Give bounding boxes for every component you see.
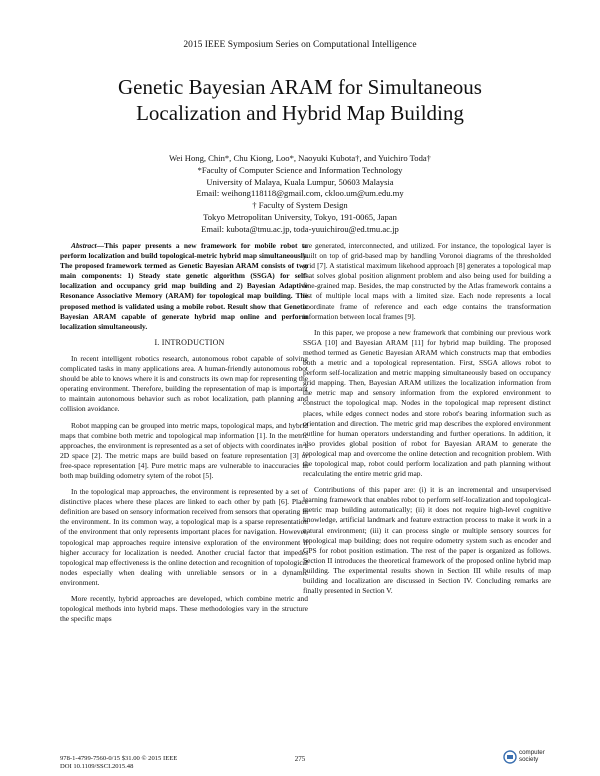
intro-paragraph-1: In recent intelligent robotics research, autonomous robot capable of solving complicated tasks in many applications area. A human-friendly autonomous robot should be able to knows where it is and constructs its own map for representing the operating environment. Therefore, building the representation of map is important to maintain autonomous behavior such as robot localization, path planning and collision avoidance.: [60, 353, 308, 414]
abstract-label: Abstract: [71, 241, 97, 250]
page-number: 275: [294, 755, 306, 763]
paper-title: [0, 74, 600, 126]
title-line-1: Genetic Bayesian ARAM for Simultaneous: [118, 75, 482, 99]
intro-paragraph-2: Robot mapping can be grouped into metric maps, topological maps, and hybrid maps that combine both metric and topological map information [1]. In the metric approaches, the environment is represented as a set of objects with coordinates in a 2D space [2]. The metric maps are build based on feature representation [3] or free-space representation [4]. Pure metric maps are vulnerable to inaccuracies in both map building odometry sytem of the robot [5].: [60, 420, 308, 480]
title-line-2: Localization and Hybrid Map Building: [136, 101, 464, 125]
affiliation-1: *Faculty of Computer Science and Information Technology: [197, 164, 403, 175]
affiliation-3: † Faculty of System Design: [252, 200, 348, 211]
computer-society-logo: [503, 748, 548, 770]
affiliation-4: Tokyo Metropolitan University, Tokyo, 191-0065, Japan: [203, 211, 397, 222]
logo-line-1: computer: [519, 749, 545, 756]
footer-doi: DOI 10.1109/SSCI.2015.48: [60, 763, 134, 771]
author-block: [0, 153, 600, 236]
section-heading-introduction: I. INTRODUCTION: [154, 337, 225, 347]
affiliation-2: University of Malaya, Kuala Lumpur, 50603 Malaysia: [206, 176, 394, 187]
abstract: [60, 241, 308, 332]
email-1: Email: weihong118118@gmail.com, ckloo.um@um.edu.my: [196, 188, 404, 199]
conference-header: 2015 IEEE Symposium Series on Computational Intelligence: [183, 40, 417, 50]
email-2: Email: kubota@tmu.ac.jp, toda-yuuichirou@ed.tmu.ac.jp: [201, 223, 399, 234]
abstract-text: —This paper presents a new framework for mobile robot to perform localization and build topological-metric hybrid map simultaneously. The proposed framework termed as Genetic Bayesian ARAM consists of two main components: 1) Steady state genetic algorithm (SSGA) for self-localization and occupancy grid map building and 2) Bayesian Adaptive Resonance Associative Memory (ARAM) for topological map building. The proposed method is validated using a mobile robot. Result show that Genetic Bayesian ARAM capable of generate hybrid map online and perform localization simultaneously.: [60, 241, 308, 331]
right-paragraph-1: are generated, interconnected, and utilized. For instance, the topological layer is built on top of grid-based map by handling Voronoi diagrams of the thresholded grid [7]. A statistical maximum likehood approach [8] generates a topological map that solves global position alignment problem and also being used for building a fine-grained map. Besides, the map constructed by the Atlas framework contains a list of multiple local maps with a limited size. Each node represents a local coordinate frame of reference and each edge contains the transformation information between local frames [9].: [303, 241, 551, 321]
right-paragraph-2: In this paper, we propose a new framework that combining our previous work SSGA [10] and Bayesian ARAM [11] for hybrid map building. The proposed method termed as Genetic Bayesian ARAM which constructs map that embodies both a metric and a topological representation. First, SSGA allows robot to perform self-localization and metric mapping simultaneously based on occupancy grid mapping. Then, Bayesian ARAM utilizes the localization information from the metric map and sensory information from the explored environment to construct the topological map. Nodes in the topological map represent distinct places, while edges connect nodes and store robot's bearing information such as orientation and direction. The metric grid map describes the explored environment outline for human operators understanding and further operations. In addition, it also provides global position of robot for Bayesian ARAM to generate the topological map and overcome the online detection and recognition problem. With the topological map, robot could perform localization and path planning without recalculating the entire metric grid map.: [303, 327, 551, 479]
intro-paragraph-4: More recently, hybrid approaches are developed, which combine metric and topological methods into hybrid maps. These methodologies vary in the structure the specific maps: [60, 594, 308, 624]
footer-isbn: 978-1-4799-7560-0/15 $31.00 © 2015 IEEE: [60, 755, 178, 762]
left-column: [60, 241, 308, 630]
right-paragraph-3: Contributions of this paper are: (i) it is an incremental and unsupervised learning framework that enables robot to perform self-localization and topological-metric map building automatically; (ii) it does not require high-level cognitive knowledge, artificial landmark and feature extraction process to make it work in a natural environment; (iii) it can process single or multiple sensory sources for topological map building; does not require odometry system such as encoder and GPS for robot position estimation. The rest of the paper is organized as follows. Section II introduces the theoretical framework of the proposed online hybrid map building. The experimental results shown in Section III while results of map building and localization are discussed in Section IV. Concluding remarks are finally presented in Section V.: [303, 485, 551, 596]
logo-line-2: society: [519, 756, 539, 763]
right-column: [303, 241, 551, 602]
intro-paragraph-3: In the topological map approaches, the environment is represented by a set of distinctive places where these places are linked to each other by path [6]. Place definition are based on sensory information received from sensors that operating in the environment. In its common way, a topological map is a sparse representation of the environment that only represents important places for navigation. However, topological map approaches require intensive exploration of the environment if higher accuracy for localization is needed. Another crucial factor that impedes topological map effectiveness is the online detection and recognition of topological nodes especially when dealing with unreliable sensors or in a dynamic environment.: [60, 487, 308, 587]
author-names: Wei Hong, Chin*, Chu Kiong, Loo*, Naoyuki Kubota†, and Yuichiro Toda†: [169, 153, 431, 163]
computer-society-icon: [503, 750, 517, 764]
